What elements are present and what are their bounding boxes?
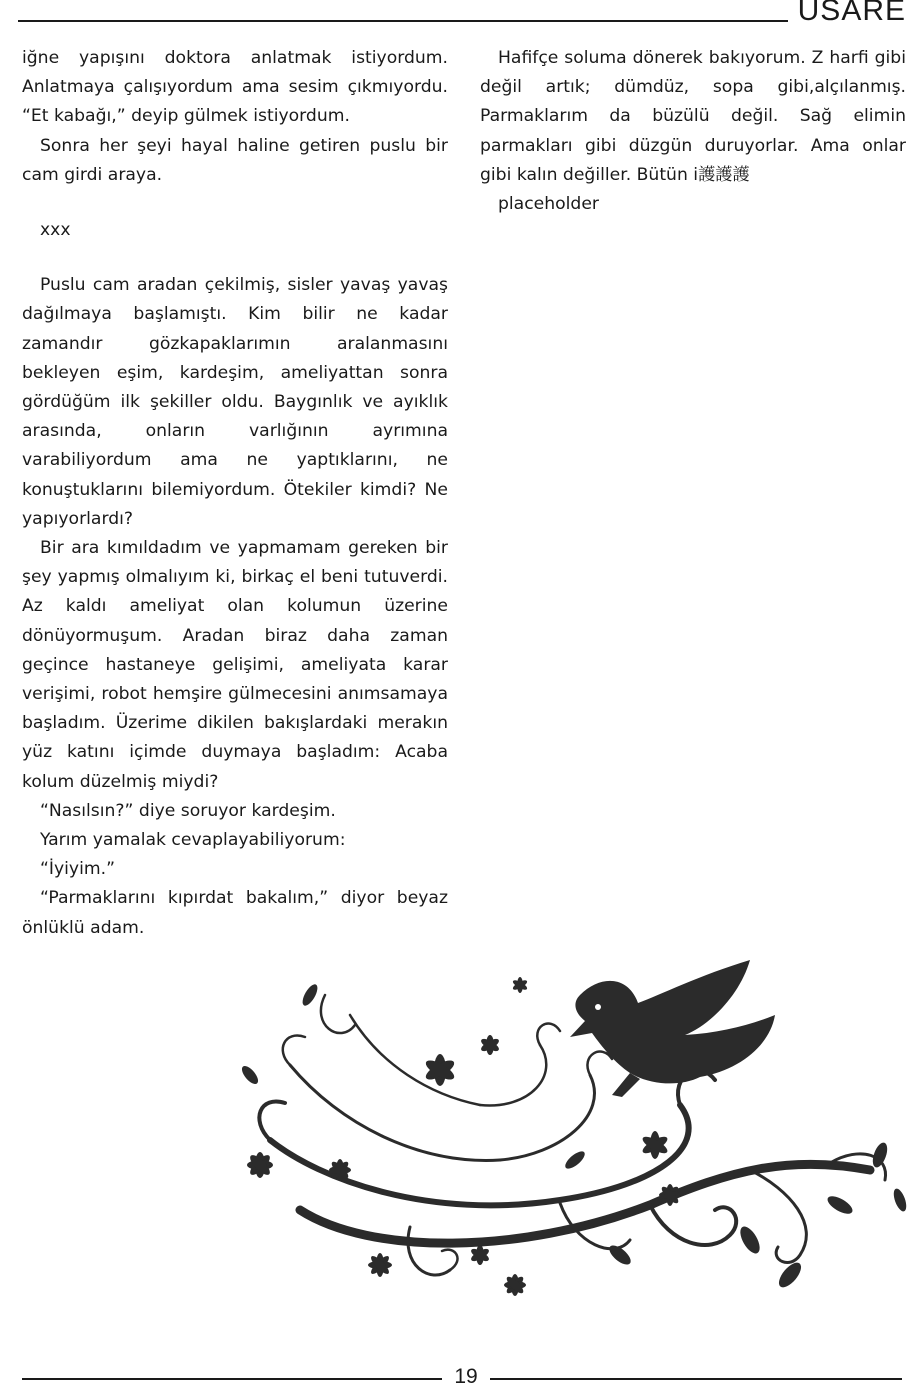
paragraph: Hafifçe soluma dönerek bakıyorum. Z harfi gibi değil artık; dümdüz, sopa gibi,alçılanmış. Parmaklarım da büzülü değil. Sağ elimin parmakları gibi düzgün duruyorlar. Ama onlar gibi kalın değiller. Bütün i護護護 xyxy=(480,48,906,185)
footer-rule-right xyxy=(490,1378,902,1380)
left-column xyxy=(22,44,448,943)
right-column xyxy=(480,44,906,219)
paragraph: iğne yapışını doktora anlatmak istiyordum. Anlatmaya çalışıyordum ama sesim çıkmıyordu. “Et kabağı,” deyip gülmek istiyordum. xyxy=(22,48,448,127)
paragraph: “Parmaklarını kıpırdat bakalım,” diyor beyaz önlüklü adam. xyxy=(22,888,448,938)
bird-floral-ornament xyxy=(230,955,920,1310)
footer-rule-left xyxy=(22,1378,442,1380)
paragraph: placeholder xyxy=(498,194,599,215)
paragraph: Yarım yamalak cevaplayabiliyorum: xyxy=(40,830,346,851)
paragraph: Puslu cam aradan çekilmiş, sisler yavaş yavaş dağılmaya başlamıştı. Kim bilir ne kadar zamandır gözkapaklarımın aralanmasını bekleyen eşim, kardeşim, ameliyattan sonra gördüğüm ilk şekiller oldu. Baygınlık ve ayıklık arasında, onların varlığının ayrımına varabiliyordum ama ne yaptıklarını, ne konuştuklarını bilemiyordum. Ötekiler kimdi? Ne yapıyorlardı? xyxy=(22,275,448,529)
section-separator: xxx xyxy=(40,220,71,241)
paragraph: Bir ara kımıldadım ve yapmamam gereken bir şey yapmış olmalıyım ki, birkaç el beni tutuverdi. Az kaldı ameliyat olan kolumun üzerine dönüyormuşum. Aradan biraz daha zaman geçince hastaneye gelişimi, ameliyata karar verişimi, robot hemşire gülmecesini anımsamaya başladım. Üzerime dikilen bakışlardaki merakın yüz katını içimde duymaya başladım: Acaba kolum düzelmiş miydi? xyxy=(22,538,448,792)
paragraph: Sonra her şeyi hayal haline getiren puslu bir cam girdi araya. xyxy=(22,135,448,185)
paragraph: “Nasılsın?” diye soruyor kardeşim. xyxy=(40,800,336,821)
header-rule xyxy=(18,20,788,22)
paragraph: “İyiyim.” xyxy=(40,859,115,880)
header-title: USARE xyxy=(797,0,906,27)
page-number: 19 xyxy=(454,1365,478,1388)
